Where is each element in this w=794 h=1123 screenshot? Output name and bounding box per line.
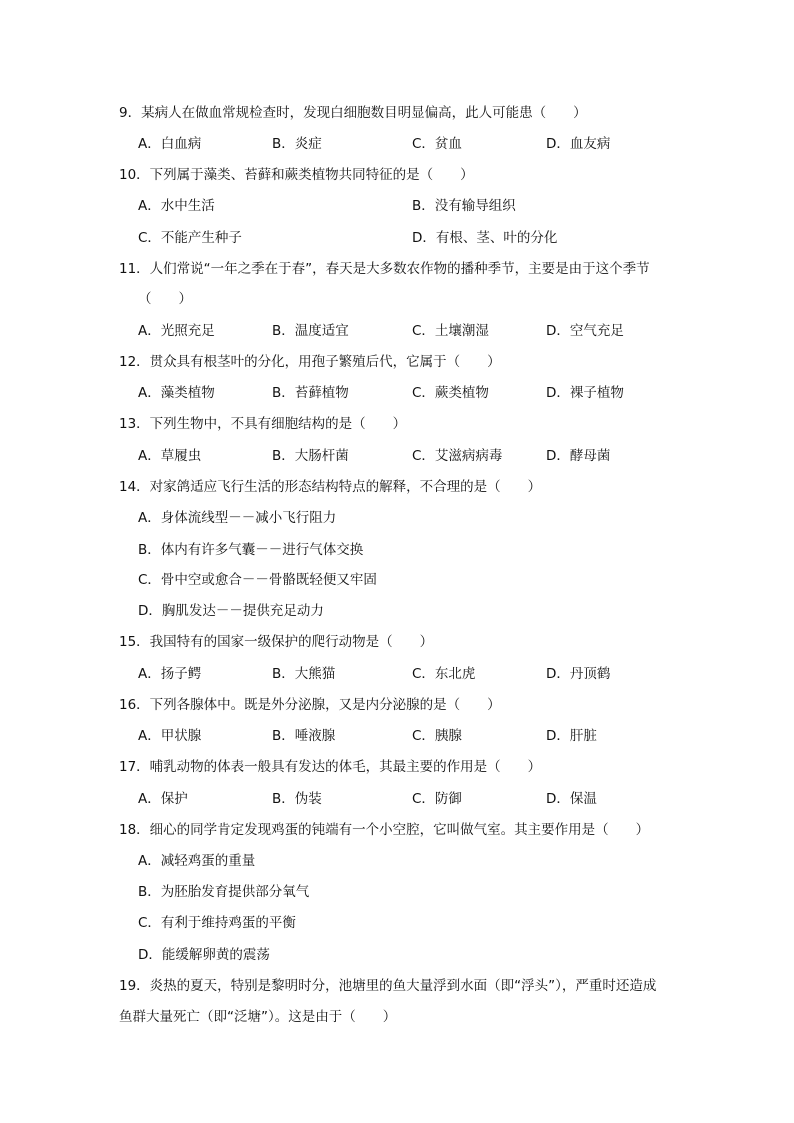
question-12-option-b: B．苔藓植物 bbox=[272, 385, 349, 401]
question-16-stem: 16．下列各腺体中。既是外分泌腺，又是内分泌腺的是（ ） bbox=[119, 697, 501, 713]
question-13-option-b: B．大肠杆菌 bbox=[272, 448, 349, 464]
question-9-option-b: B．炎症 bbox=[272, 136, 322, 152]
question-14-option-a: A．身体流线型－－减小飞行阻力 bbox=[138, 510, 337, 526]
question-16-option-c: C．胰腺 bbox=[412, 728, 462, 744]
question-10-stem: 10．下列属于藻类、苔藓和蕨类植物共同特征的是（ ） bbox=[119, 167, 474, 183]
question-11-option-d: D．空气充足 bbox=[546, 323, 624, 339]
question-17-option-d: D．保温 bbox=[546, 791, 597, 807]
question-17-stem: 17．哺乳动物的体表一般具有发达的体毛，其最主要的作用是（ ） bbox=[119, 759, 542, 775]
question-16-option-b: B．唾液腺 bbox=[272, 728, 336, 744]
question-9-stem: 9．某病人在做血常规检查时，发现白细胞数目明显偏高，此人可能患（ ） bbox=[119, 105, 587, 121]
question-16-option-a: A．甲状腺 bbox=[138, 728, 202, 744]
question-18-option-b: B．为胚胎发育提供部分氧气 bbox=[138, 884, 310, 900]
question-11-option-b: B．温度适宜 bbox=[272, 323, 349, 339]
question-19-stem: 19．炎热的夏天，特别是黎明时分，池塘里的鱼大量浮到水面（即“浮头”），严重时还造成 bbox=[119, 978, 657, 994]
question-12-option-c: C．蕨类植物 bbox=[412, 385, 489, 401]
question-13-option-a: A．草履虫 bbox=[138, 448, 202, 464]
question-10-option-d: D．有根、茎、叶的分化 bbox=[412, 230, 558, 246]
question-9-option-d: D．血友病 bbox=[546, 136, 611, 152]
question-14-option-b: B．体内有许多气囊－－进行气体交换 bbox=[138, 542, 364, 558]
question-15-stem: 15．我国特有的国家一级保护的爬行动物是（ ） bbox=[119, 634, 434, 650]
question-12-option-a: A．藻类植物 bbox=[138, 385, 215, 401]
question-9-option-a: A．白血病 bbox=[138, 136, 202, 152]
question-17-option-c: C．防御 bbox=[412, 791, 462, 807]
question-10-option-b: B．没有输导组织 bbox=[412, 198, 516, 214]
question-14-option-c: C．骨中空或愈合－－骨骼既轻便又牢固 bbox=[138, 572, 377, 588]
question-18-option-a: A．减轻鸡蛋的重量 bbox=[138, 853, 256, 869]
question-15-option-c: C．东北虎 bbox=[412, 666, 476, 682]
question-14-stem: 14．对家鸽适应飞行生活的形态结构特点的解释，不合理的是（ ） bbox=[119, 479, 542, 495]
question-11-option-c: C．土壤潮湿 bbox=[412, 323, 489, 339]
question-12-stem: 12．贯众具有根茎叶的分化，用孢子繁殖后代，它属于（ ） bbox=[119, 354, 501, 370]
question-18-stem: 18．细心的同学肯定发现鸡蛋的钝端有一个小空腔，它叫做气室。其主要作用是（ ） bbox=[119, 822, 650, 838]
question-15-option-a: A．扬子鳄 bbox=[138, 666, 202, 682]
question-10-option-a: A．水中生活 bbox=[138, 198, 215, 214]
question-17-option-b: B．伪装 bbox=[272, 791, 322, 807]
question-18-option-d: D．能缓解卵黄的震荡 bbox=[138, 947, 270, 963]
question-11-stem: 11．人们常说“一年之季在于春”，春天是大多数农作物的播种季节，主要是由于这个季节 bbox=[119, 261, 650, 277]
question-13-option-c: C．艾滋病病毒 bbox=[412, 448, 503, 464]
question-11-option-a: A．光照充足 bbox=[138, 323, 215, 339]
question-15-option-b: B．大熊猫 bbox=[272, 666, 336, 682]
question-10-option-c: C．不能产生种子 bbox=[138, 230, 242, 246]
question-16-option-d: D．肝脏 bbox=[546, 728, 597, 744]
question-13-option-d: D．酵母菌 bbox=[546, 448, 611, 464]
question-17-option-a: A．保护 bbox=[138, 791, 188, 807]
question-9-option-c: C．贫血 bbox=[412, 136, 462, 152]
question-18-option-c: C．有利于维持鸡蛋的平衡 bbox=[138, 915, 296, 931]
question-15-option-d: D．丹顶鹤 bbox=[546, 666, 611, 682]
question-19-stem-continued: 鱼群大量死亡（即“泛塘”）。这是由于（ ） bbox=[119, 1009, 397, 1025]
question-13-stem: 13．下列生物中，不具有细胞结构的是（ ） bbox=[119, 416, 407, 432]
question-14-option-d: D．胸肌发达－－提供充足动力 bbox=[138, 603, 324, 619]
question-11-stem-continued: （ ） bbox=[138, 291, 192, 307]
question-12-option-d: D．裸子植物 bbox=[546, 385, 624, 401]
